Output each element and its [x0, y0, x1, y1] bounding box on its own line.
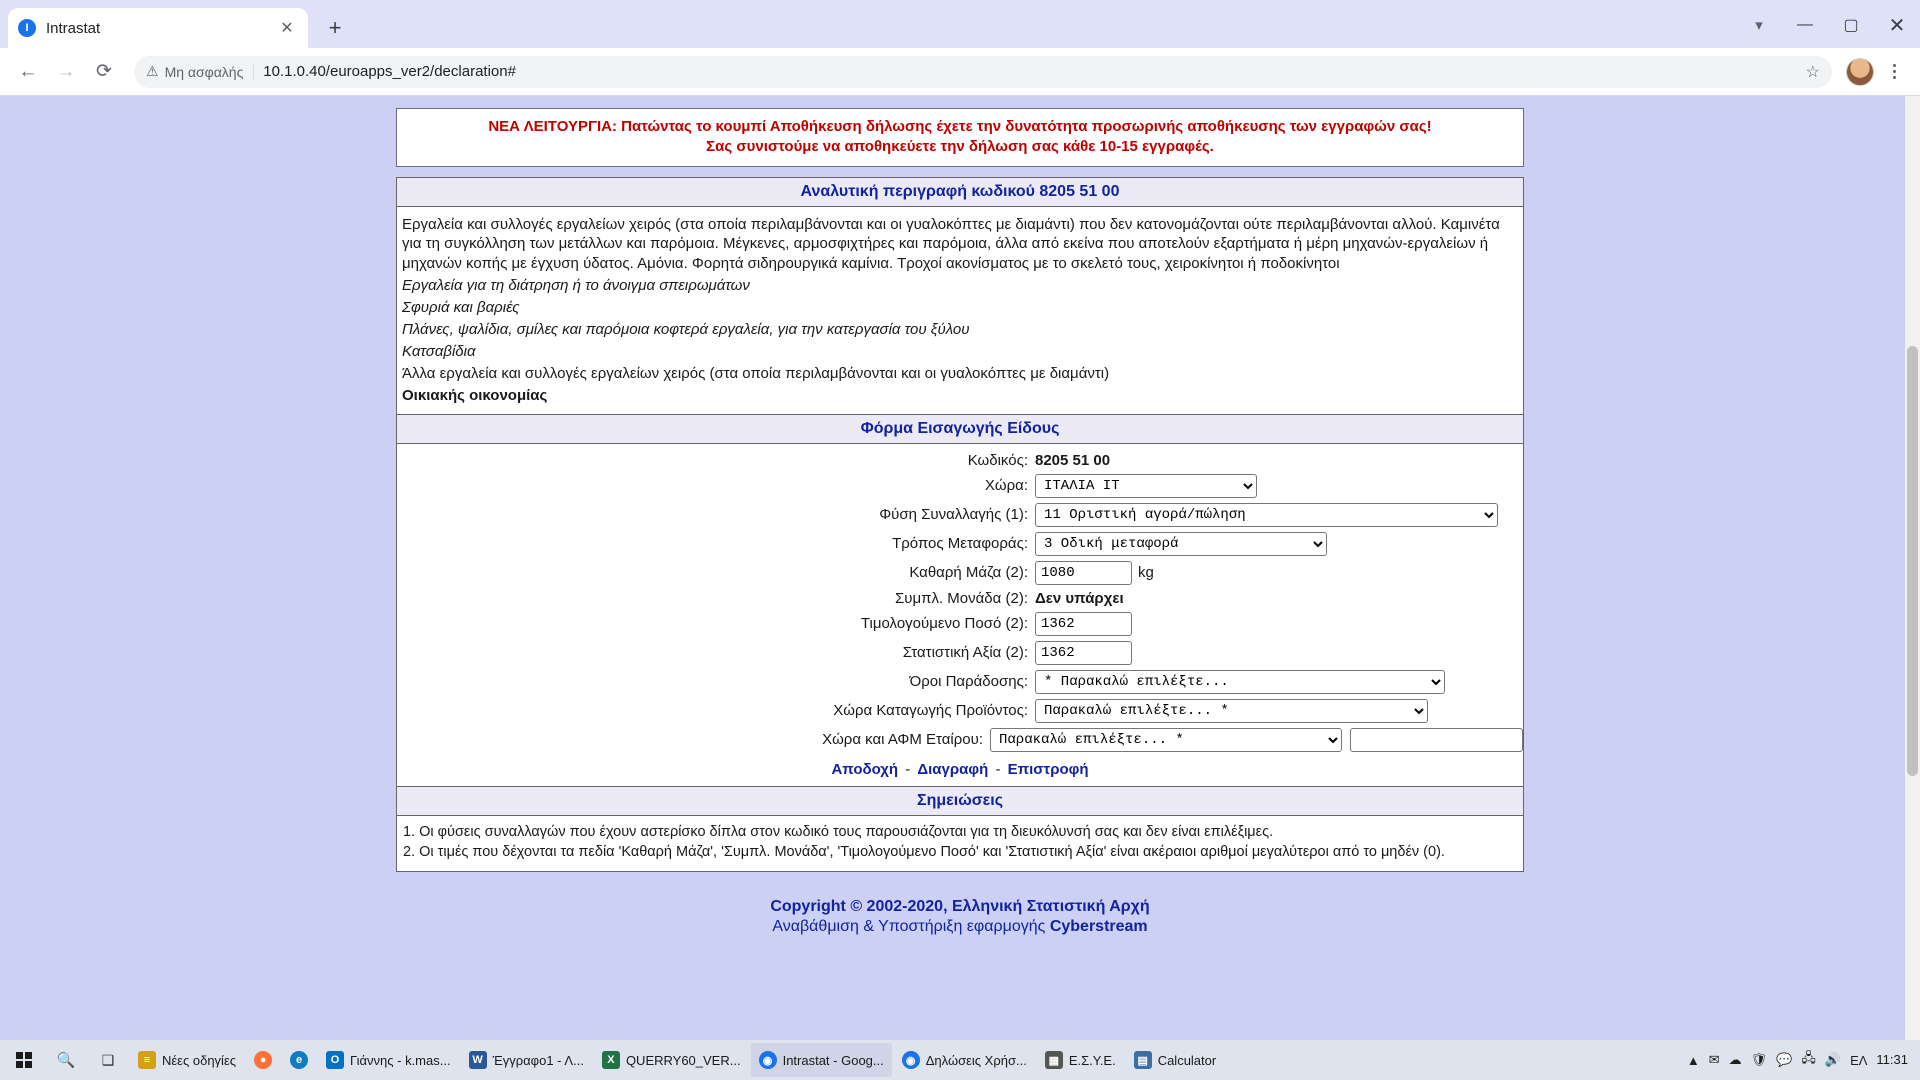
taskbar-clock[interactable]: 11:31 — [1876, 1051, 1908, 1067]
description-line-3: Πλάνες, ψαλίδια, σμίλες και παρόμοια κοφτερά εργαλεία, για την κατεργασία του ξύλου — [402, 321, 970, 339]
taskbar-item-0[interactable] — [130, 1043, 244, 1077]
edge-icon: e — [290, 1051, 308, 1069]
browser-toolbar — [0, 48, 1920, 96]
taskbar-item-6-label: Intrastat - Goog... — [782, 1052, 884, 1068]
taskbar-item-4[interactable] — [461, 1043, 592, 1077]
field-row-partner-country-vat — [397, 728, 1523, 752]
label-code: Κωδικός: — [967, 451, 1028, 469]
label-invoiced-amount: Τιμολογούμενο Ποσό (2): — [860, 615, 1028, 633]
security-label: Μη ασφαλής — [164, 63, 244, 80]
tray-cloud-icon[interactable]: ☁ — [1728, 1052, 1742, 1067]
field-row-code — [397, 452, 1523, 469]
notes-body — [397, 816, 1523, 871]
field-row-statistical-value — [397, 641, 1523, 665]
browser-tab-intrastat[interactable] — [8, 8, 308, 48]
field-row-origin-country — [397, 699, 1523, 723]
input-invoiced-amount[interactable] — [1035, 612, 1132, 636]
accept-link[interactable]: Αποδοχή — [831, 760, 899, 778]
notes-icon: ≡ — [138, 1051, 156, 1069]
footer-support-prefix: Αναβάθμιση & Υποστήριξη εφαρμογής — [772, 917, 1050, 935]
field-row-transaction-nature — [397, 503, 1523, 527]
select-origin-country[interactable] — [1035, 699, 1428, 723]
label-country: Χώρα: — [984, 477, 1028, 495]
taskbar-item-8[interactable] — [1037, 1043, 1124, 1077]
taskbar-item-6[interactable] — [751, 1043, 892, 1077]
label-transaction-nature: Φύση Συναλλαγής (1): — [879, 506, 1028, 524]
reload-button[interactable]: ⟳ — [96, 61, 112, 82]
description-line-6: Οικιακής οικονομίας — [402, 387, 548, 404]
footer-support — [396, 918, 1524, 936]
minimize-button[interactable]: — — [1797, 16, 1813, 33]
task-view-icon[interactable]: ❑ — [101, 1051, 115, 1068]
note-2: 2. Οι τιμές που δέχονται τα πεδία 'Καθαρή Μάζα', 'Συμπλ. Μονάδα', 'Τιμολογούμενο Ποσό' και 'Στατιστική Αξία' είναι ακέραιοι αριθμοί μεγαλύτεροι από το μηδέν (0). — [403, 844, 1445, 861]
window-controls — [1736, 6, 1920, 44]
new-tab-button[interactable]: + — [328, 15, 342, 40]
notice-line-1: ΝΕΑ ΛΕΙΤΟΥΡΓΙΑ: Πατώντας το κουμπί Αποθήκευση δήλωσης έχετε την δυνατότητα προσωρινής αποθήκευσης των εγγραφών σας! — [488, 118, 1432, 135]
taskbar-item-3-label: Γιάννης - k.mas... — [350, 1052, 451, 1068]
taskbar-item-4-label: Έγγραφο1 - Λ... — [492, 1052, 584, 1068]
label-transport-mode: Τρόπος Μεταφοράς: — [892, 535, 1028, 553]
form-actions — [397, 757, 1523, 780]
close-window-button[interactable]: ✕ — [1888, 14, 1906, 37]
content-column — [396, 108, 1524, 940]
select-country[interactable] — [1035, 474, 1257, 498]
select-delivery-terms[interactable] — [1035, 670, 1445, 694]
description-line-1: Εργαλεία για τη διάτρηση ή το άνοιγμα σπειρωμάτων — [402, 277, 750, 295]
tray-mail-icon[interactable]: ✉ — [1708, 1052, 1720, 1067]
browser-menu-icon[interactable] — [1880, 64, 1908, 79]
scrollbar-thumb[interactable] — [1907, 346, 1918, 776]
footer-copyright: Copyright © 2002-2020, Ελληνική Στατιστική Αρχή — [770, 897, 1150, 915]
back-link[interactable]: Επιστροφή — [1007, 760, 1089, 778]
taskbar-item-3[interactable] — [318, 1043, 459, 1077]
input-statistical-value[interactable] — [1035, 641, 1132, 665]
footer-support-brand: Cyberstream — [1049, 917, 1148, 935]
esye-icon: ▦ — [1045, 1051, 1063, 1069]
tab-favicon-icon: I — [18, 19, 36, 37]
taskbar-search-icon[interactable]: 🔍 — [56, 1052, 76, 1069]
delete-link[interactable]: Διαγραφή — [917, 760, 989, 778]
tab-title: Intrastat — [46, 19, 101, 37]
taskbar-item-0-label: Νέες οδηγίες — [162, 1052, 237, 1068]
value-supplementary-unit: Δεν υπάρχει — [1035, 589, 1124, 607]
browser-extension-icon[interactable]: ▾ — [1755, 17, 1763, 34]
maximize-button[interactable]: ▢ — [1843, 17, 1859, 34]
outlook-icon: O — [326, 1051, 344, 1069]
excel-icon: X — [602, 1051, 620, 1069]
notice-line-2: Σας συνιστούμε να αποθηκεύετε την δήλωση σας κάθε 10-15 εγγραφές. — [706, 138, 1214, 156]
page-scrollbar[interactable] — [1905, 96, 1920, 1040]
field-row-country — [397, 474, 1523, 498]
omnibox-divider: | — [251, 63, 256, 80]
page-viewport — [0, 96, 1920, 1040]
description-line-5: Άλλα εργαλεία και συλλογές εργαλείων χειρός (στα οποία περιλαμβάνονται και οι γυαλοκόπτες με διαμάντι) — [402, 365, 1110, 383]
description-paragraph: Εργαλεία και συλλογές εργαλείων χειρός (στα οποία περιλαμβάνονται και οι γυαλοκόπτες με διαμάντι) που δεν κατονομάζονται ούτε περιλαμβάνονται αλλού. Καμινέτα για τη συγκόλληση των μετάλλων και παρόμοια. Μέγκενες, αρμοσφιχτήρες και παρόμοια, άλλα από εκείνα που αποτελούν εξαρτήματα ή μέρη μηχανών-εργαλείων ή μηχανών κοπής με έγχυση ύδατος. Αμόνια. Φορητά σιδηρουργικά καμίνια. Τροχοί ακονίσματος με το σκελετό τους, χειροκίνητοι ή ποδοκίνητοι — [402, 215, 1500, 273]
action-separator-2: - — [995, 760, 1001, 778]
select-transaction-nature[interactable] — [1035, 503, 1498, 527]
taskbar-item-2[interactable] — [282, 1043, 316, 1077]
field-row-invoiced-amount — [397, 612, 1523, 636]
select-transport-mode[interactable] — [1035, 532, 1327, 556]
tray-chat-icon[interactable]: 💬 — [1776, 1052, 1793, 1067]
description-title: Αναλυτική περιγραφή κωδικού 8205 51 00 — [397, 178, 1523, 207]
warning-icon: ⚠ — [146, 63, 159, 79]
back-button[interactable]: ← — [18, 60, 38, 82]
taskbar-item-8-label: Ε.Σ.Υ.Ε. — [1068, 1052, 1116, 1068]
field-row-transport-mode — [397, 532, 1523, 556]
description-line-4: Κατσαβίδια — [402, 343, 476, 361]
chrome-icon-2: ◉ — [902, 1051, 920, 1069]
security-status[interactable] — [146, 63, 243, 80]
value-code: 8205 51 00 — [1035, 451, 1111, 469]
taskbar-item-7[interactable] — [894, 1043, 1035, 1077]
footer — [396, 882, 1524, 940]
label-origin-country: Χώρα Καταγωγής Προϊόντος: — [833, 702, 1028, 720]
description-line-2: Σφυριά και βαριές — [402, 299, 520, 317]
select-partner-country[interactable] — [990, 728, 1342, 752]
firefox-icon: ● — [254, 1051, 272, 1069]
description-panel — [396, 177, 1524, 872]
field-row-net-mass — [397, 561, 1523, 585]
tray-volume-icon[interactable]: 🔊 — [1824, 1052, 1842, 1067]
item-entry-form — [397, 444, 1523, 786]
chrome-icon: ◉ — [759, 1051, 777, 1069]
field-row-supplementary-unit — [397, 590, 1523, 607]
system-tray — [1687, 1049, 1916, 1071]
label-net-mass: Καθαρή Μάζα (2): — [909, 564, 1028, 582]
tab-strip — [0, 0, 1920, 48]
label-statistical-value: Στατιστική Αξία (2): — [902, 644, 1028, 662]
start-button[interactable] — [4, 1052, 44, 1068]
taskbar-item-5[interactable] — [594, 1043, 749, 1077]
tray-expand-icon[interactable]: ▲ — [1686, 1052, 1700, 1068]
calculator-icon: ▤ — [1134, 1051, 1152, 1069]
word-icon: W — [469, 1051, 487, 1069]
action-separator-1: - — [905, 760, 911, 778]
tray-network-icon[interactable]: 🖧 — [1801, 1050, 1816, 1065]
taskbar-item-7-label: Δηλώσεις Χρήσ... — [925, 1052, 1027, 1068]
taskbar-item-1[interactable] — [246, 1043, 280, 1077]
description-body — [397, 207, 1523, 414]
taskbar-item-9[interactable] — [1126, 1043, 1225, 1077]
input-partner-vat[interactable] — [1350, 728, 1523, 752]
note-1: 1. Οι φύσεις συναλλαγών που έχουν αστερίσκο δίπλα στον κωδικό τους παρουσιάζονται για τη διευκόλυνσή σας και δεν είναι επιλέξιμες. — [403, 823, 1274, 840]
form-title: Φόρμα Εισαγωγής Είδους — [397, 414, 1523, 444]
taskbar-item-5-label: QUERRY60_VER... — [625, 1052, 741, 1068]
field-row-delivery-terms — [397, 670, 1523, 694]
notes-title: Σημειώσεις — [397, 786, 1523, 816]
address-bar[interactable] — [134, 56, 1832, 88]
label-partner-country-vat: Χώρα και ΑΦΜ Εταίρου: — [822, 731, 983, 749]
tray-language-indicator[interactable]: ΕΛ — [1850, 1052, 1868, 1068]
unit-kg: kg — [1138, 564, 1154, 582]
profile-avatar[interactable] — [1846, 58, 1874, 86]
bookmark-star-icon[interactable]: ☆ — [1805, 63, 1820, 81]
tab-close-icon[interactable]: ✕ — [280, 20, 294, 37]
url-text: 10.1.0.40/euroapps_ver2/declaration# — [263, 63, 516, 80]
forward-button[interactable]: → — [56, 60, 76, 82]
input-net-mass[interactable] — [1035, 561, 1132, 585]
taskbar-item-9-label: Calculator — [1157, 1052, 1217, 1068]
label-supplementary-unit: Συμπλ. Μονάδα (2): — [894, 589, 1028, 607]
tray-shield-icon[interactable]: 🛡 — [1750, 1052, 1768, 1067]
windows-logo-icon — [16, 1052, 32, 1068]
page-content — [0, 96, 1920, 1040]
label-delivery-terms: Όροι Παράδοσης: — [909, 673, 1028, 691]
notice-banner — [396, 108, 1524, 167]
windows-taskbar — [0, 1040, 1920, 1080]
